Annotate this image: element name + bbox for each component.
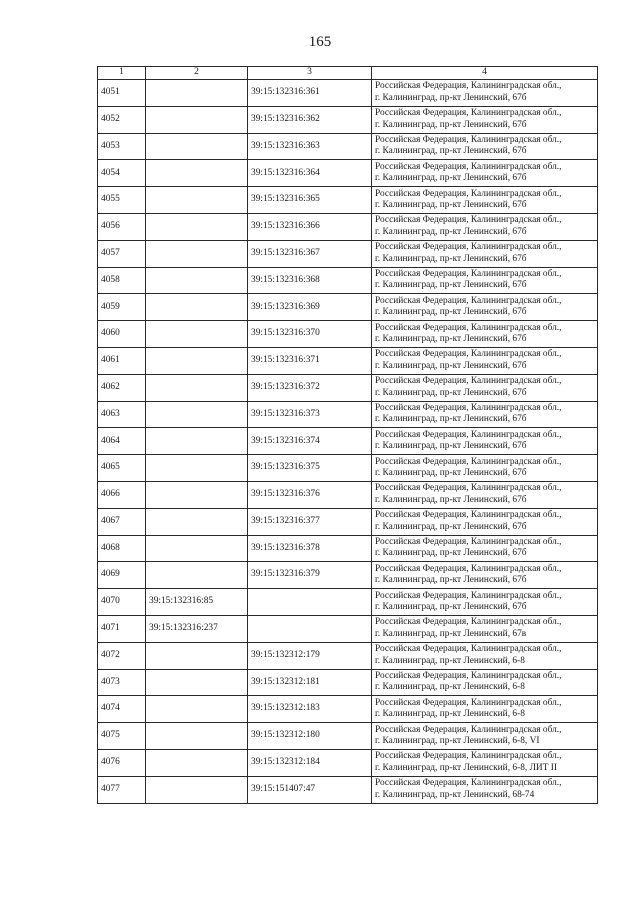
column-2-cell — [146, 133, 248, 160]
cadastral-number-cell: 39:15:132316:373 — [248, 401, 372, 428]
address-line-2: г. Калининград, пр-кт Ленинский, 67б — [375, 602, 527, 613]
table-row — [98, 347, 598, 374]
table-header-row — [98, 67, 598, 80]
row-number-cell: 4061 — [98, 347, 146, 374]
address-cell — [372, 669, 598, 696]
row-number-cell: 4062 — [98, 374, 146, 401]
cadastral-number-cell: 39:15:132316:375 — [248, 455, 372, 482]
address-line-2: г. Калининград, пр-кт Ленинский, 67б — [375, 360, 527, 371]
address-line-1: Российская Федерация, Калининградская обл., — [375, 349, 562, 360]
address-line-2: г. Калининград, пр-кт Ленинский, 67б — [375, 548, 527, 559]
address-line-2: г. Калининград, пр-кт Ленинский, 67в — [375, 628, 527, 639]
cadastral-number-cell — [248, 615, 372, 642]
table-row — [98, 508, 598, 535]
cadastral-number-cell: 39:15:132312:180 — [248, 723, 372, 750]
column-2-cell — [146, 696, 248, 723]
table-row — [98, 455, 598, 482]
address-line-2: г. Калининград, пр-кт Ленинский, 6-8, ЛИТ II — [375, 762, 558, 773]
column-2-cell — [146, 347, 248, 374]
address-cell — [372, 106, 598, 133]
column-2-cell — [146, 562, 248, 589]
address-line-1: Российская Федерация, Калининградская обл., — [375, 376, 562, 387]
address-line-1: Российская Федерация, Калининградская обл., — [375, 268, 562, 279]
row-number-cell: 4069 — [98, 562, 146, 589]
address-cell — [372, 776, 598, 803]
row-number-cell: 4076 — [98, 749, 146, 776]
address-line-1: Российская Федерация, Калининградская обл., — [375, 108, 562, 119]
row-number-cell: 4064 — [98, 428, 146, 455]
address-line-2: г. Калининград, пр-кт Ленинский, 67б — [375, 200, 527, 211]
address-cell — [372, 80, 598, 107]
address-line-2: г. Калининград, пр-кт Ленинский, 67б — [375, 119, 527, 130]
address-cell — [372, 133, 598, 160]
address-line-2: г. Калининград, пр-кт Ленинский, 67б — [375, 387, 527, 398]
cadastral-number-cell: 39:15:132316:376 — [248, 481, 372, 508]
address-cell — [372, 187, 598, 214]
address-line-1: Российская Федерация, Калининградская обл., — [375, 563, 562, 574]
table-row — [98, 615, 598, 642]
address-line-2: г. Калининград, пр-кт Ленинский, 67б — [375, 173, 527, 184]
cadastral-number-cell — [248, 589, 372, 616]
address-line-1: Российская Федерация, Калининградская обл., — [375, 536, 562, 547]
cadastral-number-cell: 39:15:132316:369 — [248, 294, 372, 321]
address-line-1: Российская Федерация, Калининградская обл., — [375, 429, 562, 440]
cadastral-number-cell: 39:15:132316:367 — [248, 240, 372, 267]
column-2-cell — [146, 535, 248, 562]
column-2-cell — [146, 267, 248, 294]
address-line-1: Российская Федерация, Калининградская обл., — [375, 483, 562, 494]
column-2-cell — [146, 401, 248, 428]
column-header-3: 3 — [248, 67, 372, 80]
cadastral-number-cell: 39:15:132316:363 — [248, 133, 372, 160]
table-row — [98, 481, 598, 508]
cadastral-number-cell: 39:15:132312:181 — [248, 669, 372, 696]
cadastral-number-cell: 39:15:132316:366 — [248, 213, 372, 240]
address-line-2: г. Калининград, пр-кт Ленинский, 6-8 — [375, 655, 525, 666]
address-line-1: Российская Федерация, Калининградская обл., — [375, 644, 562, 655]
table-row — [98, 294, 598, 321]
cadastral-number-cell: 39:15:132316:377 — [248, 508, 372, 535]
row-number-cell: 4065 — [98, 455, 146, 482]
address-line-1: Российская Федерация, Калининградская обл., — [375, 510, 562, 521]
address-line-2: г. Калининград, пр-кт Ленинский, 6-8, VI — [375, 736, 540, 747]
address-line-1: Российская Федерация, Калининградская обл., — [375, 215, 562, 226]
address-cell — [372, 508, 598, 535]
table-row — [98, 535, 598, 562]
table-row — [98, 80, 598, 107]
table-row — [98, 428, 598, 455]
address-cell — [372, 749, 598, 776]
address-line-1: Российская Федерация, Калининградская обл., — [375, 724, 562, 735]
address-line-2: г. Калининград, пр-кт Ленинский, 67б — [375, 92, 527, 103]
table-row — [98, 723, 598, 750]
registry-table — [97, 66, 598, 804]
row-number-cell: 4053 — [98, 133, 146, 160]
table-row — [98, 776, 598, 803]
address-line-2: г. Калининград, пр-кт Ленинский, 67б — [375, 494, 527, 505]
row-number-cell: 4073 — [98, 669, 146, 696]
address-line-2: г. Калининград, пр-кт Ленинский, 67б — [375, 226, 527, 237]
column-2-cell — [146, 160, 248, 187]
column-2-cell — [146, 749, 248, 776]
row-number-cell: 4058 — [98, 267, 146, 294]
address-cell — [372, 723, 598, 750]
address-line-2: г. Калининград, пр-кт Ленинский, 67б — [375, 280, 527, 291]
cadastral-number-cell: 39:15:132316:378 — [248, 535, 372, 562]
address-line-1: Российская Федерация, Калининградская обл., — [375, 617, 562, 628]
column-header-1: 1 — [98, 67, 146, 80]
table-row — [98, 642, 598, 669]
address-cell — [372, 428, 598, 455]
table-row — [98, 133, 598, 160]
address-cell — [372, 481, 598, 508]
address-line-2: г. Калининград, пр-кт Ленинский, 67б — [375, 441, 527, 452]
column-2-cell — [146, 508, 248, 535]
row-number-cell: 4063 — [98, 401, 146, 428]
cadastral-number-cell: 39:15:132316:374 — [248, 428, 372, 455]
row-number-cell: 4066 — [98, 481, 146, 508]
table-row — [98, 696, 598, 723]
column-2-cell — [146, 642, 248, 669]
address-line-2: г. Калининград, пр-кт Ленинский, 6-8 — [375, 682, 525, 693]
address-cell — [372, 321, 598, 348]
address-line-1: Российская Федерация, Калининградская обл., — [375, 402, 562, 413]
row-number-cell: 4075 — [98, 723, 146, 750]
table-row — [98, 213, 598, 240]
address-line-1: Российская Федерация, Калининградская обл., — [375, 697, 562, 708]
row-number-cell: 4074 — [98, 696, 146, 723]
cadastral-number-cell: 39:15:132312:184 — [248, 749, 372, 776]
address-cell — [372, 401, 598, 428]
page-number: 165 — [308, 34, 332, 50]
cadastral-number-cell: 39:15:132316:364 — [248, 160, 372, 187]
table-body — [98, 80, 598, 804]
column-2-cell — [146, 294, 248, 321]
row-number-cell: 4070 — [98, 589, 146, 616]
table-row — [98, 160, 598, 187]
table-row — [98, 374, 598, 401]
table-row — [98, 321, 598, 348]
address-line-2: г. Калининград, пр-кт Ленинский, 67б — [375, 575, 527, 586]
table-row — [98, 401, 598, 428]
cadastral-number-cell: 39:15:132316:362 — [248, 106, 372, 133]
address-cell — [372, 562, 598, 589]
row-number-cell: 4057 — [98, 240, 146, 267]
address-line-2: г. Калининград, пр-кт Ленинский, 67б — [375, 253, 527, 264]
address-line-1: Российская Федерация, Калининградская обл., — [375, 134, 562, 145]
row-number-cell: 4052 — [98, 106, 146, 133]
column-2-cell: 39:15:132316:237 — [146, 615, 248, 642]
row-number-cell: 4056 — [98, 213, 146, 240]
address-line-2: г. Калининград, пр-кт Ленинский, 67б — [375, 468, 527, 479]
column-2-cell — [146, 776, 248, 803]
address-line-1: Российская Федерация, Калининградская обл., — [375, 295, 562, 306]
address-line-1: Российская Федерация, Калининградская обл., — [375, 456, 562, 467]
table-row — [98, 669, 598, 696]
address-line-2: г. Калининград, пр-кт Ленинский, 67б — [375, 414, 527, 425]
address-line-2: г. Калининград, пр-кт Ленинский, 6-8 — [375, 709, 525, 720]
address-cell — [372, 374, 598, 401]
address-line-1: Российская Федерация, Калининградская обл., — [375, 161, 562, 172]
table-row — [98, 106, 598, 133]
address-cell — [372, 160, 598, 187]
column-2-cell — [146, 213, 248, 240]
address-line-2: г. Калининград, пр-кт Ленинский, 67б — [375, 521, 527, 532]
address-line-1: Российская Федерация, Калининградская обл., — [375, 670, 562, 681]
column-2-cell — [146, 428, 248, 455]
address-line-1: Российская Федерация, Калининградская обл., — [375, 81, 562, 92]
column-2-cell — [146, 321, 248, 348]
row-number-cell: 4077 — [98, 776, 146, 803]
row-number-cell: 4067 — [98, 508, 146, 535]
column-header-4: 4 — [372, 67, 598, 80]
address-line-2: г. Калининград, пр-кт Ленинский, 67б — [375, 307, 527, 318]
address-line-1: Российская Федерация, Калининградская обл., — [375, 188, 562, 199]
cadastral-number-cell: 39:15:132316:371 — [248, 347, 372, 374]
address-line-1: Российская Федерация, Калининградская обл., — [375, 242, 562, 253]
address-cell — [372, 267, 598, 294]
cadastral-number-cell: 39:15:132316:379 — [248, 562, 372, 589]
address-cell — [372, 696, 598, 723]
cadastral-number-cell: 39:15:132316:361 — [248, 80, 372, 107]
column-2-cell — [146, 723, 248, 750]
address-cell — [372, 294, 598, 321]
column-2-cell — [146, 106, 248, 133]
table-row — [98, 589, 598, 616]
row-number-cell: 4059 — [98, 294, 146, 321]
cadastral-number-cell: 39:15:132316:368 — [248, 267, 372, 294]
address-cell — [372, 615, 598, 642]
row-number-cell: 4071 — [98, 615, 146, 642]
row-number-cell: 4068 — [98, 535, 146, 562]
cadastral-number-cell: 39:15:132312:183 — [248, 696, 372, 723]
address-cell — [372, 535, 598, 562]
address-cell — [372, 642, 598, 669]
address-cell — [372, 240, 598, 267]
column-2-cell — [146, 481, 248, 508]
row-number-cell: 4060 — [98, 321, 146, 348]
row-number-cell: 4055 — [98, 187, 146, 214]
cadastral-number-cell: 39:15:132316:370 — [248, 321, 372, 348]
table-row — [98, 562, 598, 589]
cadastral-number-cell: 39:15:132312:179 — [248, 642, 372, 669]
address-line-2: г. Калининград, пр-кт Ленинский, 67б — [375, 146, 527, 157]
table-row — [98, 749, 598, 776]
column-header-2: 2 — [146, 67, 248, 80]
column-2-cell — [146, 80, 248, 107]
column-2-cell — [146, 374, 248, 401]
address-cell — [372, 347, 598, 374]
address-line-1: Российская Федерация, Калининградская обл., — [375, 751, 562, 762]
cadastral-number-cell: 39:15:132316:372 — [248, 374, 372, 401]
address-cell — [372, 213, 598, 240]
column-2-cell — [146, 187, 248, 214]
row-number-cell: 4072 — [98, 642, 146, 669]
cadastral-number-cell: 39:15:151407:47 — [248, 776, 372, 803]
row-number-cell: 4051 — [98, 80, 146, 107]
column-2-cell — [146, 240, 248, 267]
table-row — [98, 240, 598, 267]
column-2-cell: 39:15:132316:85 — [146, 589, 248, 616]
column-2-cell — [146, 455, 248, 482]
address-line-2: г. Калининград, пр-кт Ленинский, 67б — [375, 334, 527, 345]
address-line-1: Российская Федерация, Калининградская обл., — [375, 778, 562, 789]
cadastral-number-cell: 39:15:132316:365 — [248, 187, 372, 214]
address-line-1: Российская Федерация, Калининградская обл., — [375, 590, 562, 601]
address-cell — [372, 455, 598, 482]
address-cell — [372, 589, 598, 616]
column-2-cell — [146, 669, 248, 696]
row-number-cell: 4054 — [98, 160, 146, 187]
address-line-1: Российская Федерация, Калининградская обл., — [375, 322, 562, 333]
table-row — [98, 267, 598, 294]
address-line-2: г. Калининград, пр-кт Ленинский, 68-74 — [375, 789, 535, 800]
table-row — [98, 187, 598, 214]
